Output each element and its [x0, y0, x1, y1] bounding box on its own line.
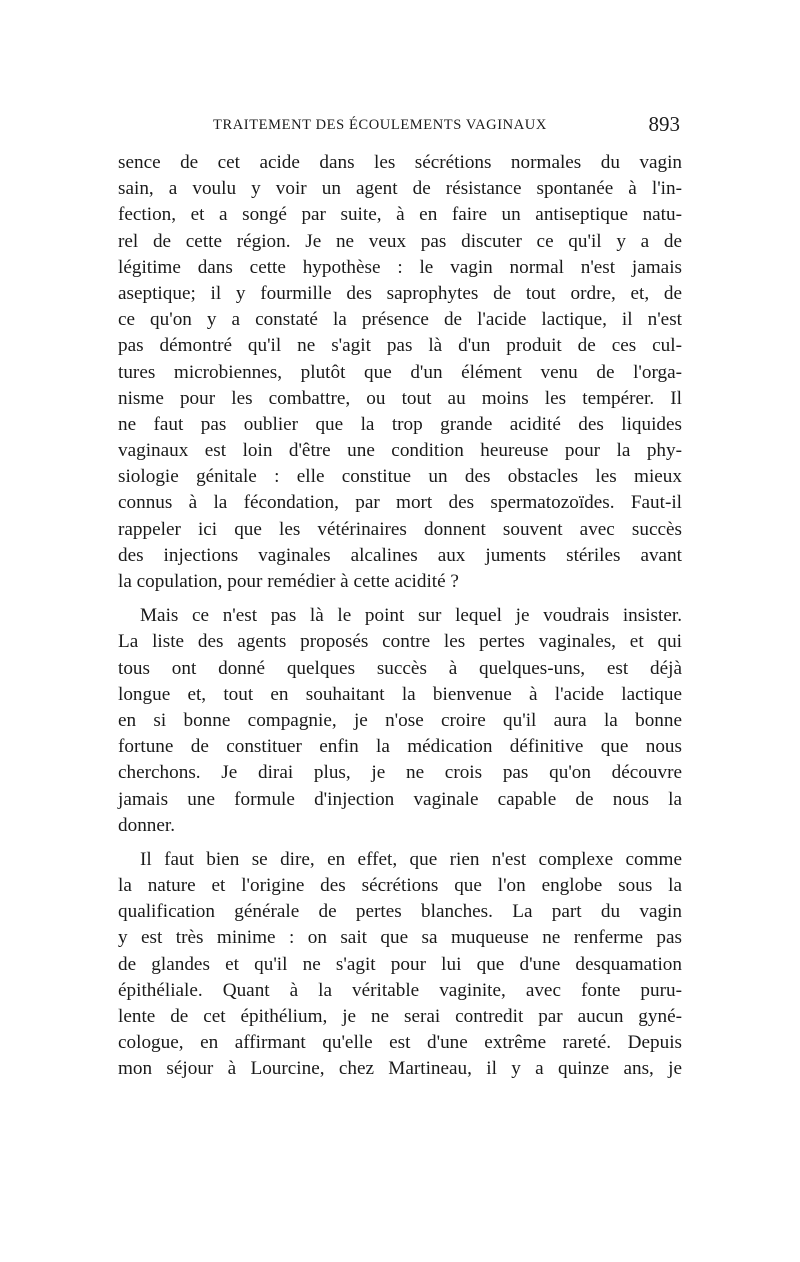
text-line: donner. [118, 814, 176, 836]
text-line: nisme pour les combattre, ou tout au moins les tempérer. Il [118, 387, 682, 409]
page-header [118, 112, 682, 139]
text-line: aseptique; il y fourmille des saprophytes de tout ordre, et, de [118, 282, 682, 304]
text-line: lente de cet épithélium, je ne serai contredit par aucun gyné- [118, 1006, 682, 1027]
running-head: TRAITEMENT DES ÉCOULEMENTS VAGINAUX [213, 117, 547, 133]
text-line: épithéliale. Quant à la véritable vaginite, avec fonte puru- [118, 979, 682, 1001]
text-line: mon séjour à Lourcine, chez Martineau, il y a quinze ans, je [118, 1058, 682, 1080]
text-line: pas démontré qu'il ne s'agit pas là d'un produit de ces cul- [118, 335, 682, 357]
text-line: cologue, en affirmant qu'elle est d'une extrême rareté. Depuis [118, 1032, 682, 1054]
text-line: tures microbiennes, plutôt que d'un élément venu de l'orga- [118, 361, 682, 383]
text-line: fection, et a songé par suite, à en faire un antiseptique natu- [118, 204, 682, 226]
text-line: la nature et l'origine des sécrétions que l'on englobe sous la [118, 875, 682, 897]
text-line: siologie génitale : elle constitue un des obstacles les mieux [118, 466, 682, 488]
text-line: connus à la fécondation, par mort des spermatozoïdes. Faut-il [118, 492, 682, 514]
paragraph [118, 847, 682, 1083]
text-line: Il faut bien se dire, en effet, que rien n'est complexe comme [140, 848, 682, 870]
text-line: en si bonne compagnie, je n'ose croire qu'il aura la bonne [118, 709, 682, 731]
text-line: y est très minime : on sait que sa muqueuse ne renferme pas [118, 927, 682, 949]
text-line: tous ont donné quelques succès à quelques-uns, est déjà [118, 657, 682, 679]
text-line: légitime dans cette hypothèse : le vagin normal n'est jamais [118, 256, 682, 278]
text-line: sain, a voulu y voir un agent de résistance spontanée à l'in- [118, 178, 682, 200]
paragraph [118, 150, 682, 595]
page-number: 893 [648, 112, 680, 136]
text-line: ne faut pas oublier que la trop grande acidité des liquides [118, 413, 682, 435]
text-line: ce qu'on y a constaté la présence de l'acide lactique, il n'est [118, 309, 682, 331]
text-line: rappeler ici que les vétérinaires donnent souvent avec succès [118, 518, 682, 540]
text-line: longue et, tout en souhaitant la bienvenue à l'acide lactique [118, 683, 682, 705]
text-line: sence de cet acide dans les sécrétions normales du vagin [118, 152, 682, 173]
body-text [118, 150, 682, 1083]
text-line: Mais ce n'est pas là le point sur lequel je voudrais insister. [140, 605, 682, 627]
text-line: des injections vaginales alcalines aux juments stériles avant [118, 544, 682, 566]
text-line: jamais une formule d'injection vaginale capable de nous la [118, 788, 682, 810]
text-line: de glandes et qu'il ne s'agit pour lui que d'une desquamation [118, 953, 682, 975]
text-line: cherchons. Je dirai plus, je ne crois pas qu'on découvre [118, 762, 682, 784]
paragraph-gap [118, 595, 682, 603]
text-line: la copulation, pour remédier à cette acidité ? [118, 571, 459, 592]
text-line: rel de cette région. Je ne veux pas discuter ce qu'il y a de [118, 230, 682, 252]
text-line: vaginaux est loin d'être une condition heureuse pour la phy- [118, 440, 682, 462]
paragraph [118, 603, 682, 839]
text-line: La liste des agents proposés contre les pertes vaginales, et qui [118, 631, 682, 653]
paragraph-gap [118, 839, 682, 847]
text-line: qualification générale de pertes blanches. La part du vagin [118, 901, 682, 923]
text-line: fortune de constituer enfin la médication définitive que nous [118, 736, 682, 758]
